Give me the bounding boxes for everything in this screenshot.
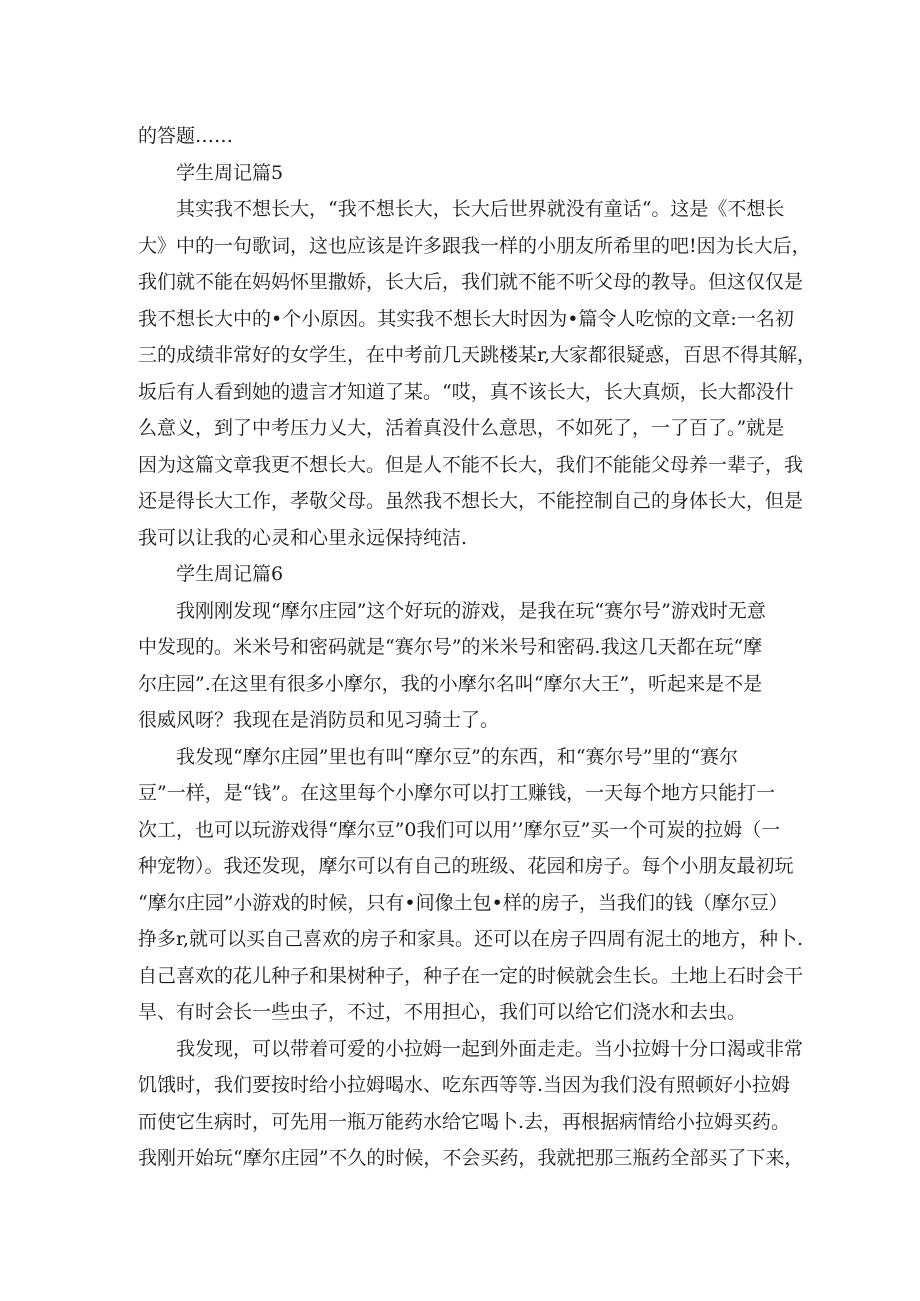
paragraph-line: 而使它生病时，可先用一瓶万能药水给它喝卜.去，再根据病情给小拉姆买药。 xyxy=(138,1110,791,1133)
paragraph-line: 我们就不能在妈妈怀里撒娇，长大后，我们就不能不听父母的教导。但这仅仅是 xyxy=(138,271,804,293)
paragraph xyxy=(138,593,788,739)
section-heading: 学生周记篇6 xyxy=(176,563,284,585)
paragraph-line: 么意义，到了中考压力乂大，活着真没什么意思，不如死了，一了百了。”就是 xyxy=(138,417,785,439)
paragraph-line: 大》中的一句歌词，这也应该是许多跟我一样的小朋友所希里的吧!因为长大后， xyxy=(138,234,811,257)
paragraph-line: 其实我不想长大，“我不想长大，长大后世界就没有童话“。这是《不想长 xyxy=(176,198,785,220)
paragraph-line: 种宠物）。我还发现，摩尔可以有自己的班级、花园和房子。每个小朋友最初玩 xyxy=(138,855,794,877)
paragraph-line: “摩尔庄园”小游戏的时候，只有•间像土包•样的房子，当我们的钱（摩尔豆） xyxy=(138,891,788,914)
paragraph xyxy=(138,1031,804,1177)
paragraph-line: 很威风呀？我现在是消防员和见习骑士了。 xyxy=(138,709,500,731)
paragraph-line: 我发现“摩尔庄园”里也有叫“摩尔豆”的东西，和“赛尔号”里的“赛尔 xyxy=(176,745,738,768)
paragraph-line: 次工，也可以玩游戏得“摩尔豆”0我们可以用’’摩尔豆”买一个可炭的拉姆（一 xyxy=(138,818,781,841)
paragraph-line: 三的成绩非常好的女学生，在中考前几天跳楼某r,大家都很疑惑，百思不得其解， xyxy=(138,344,817,366)
section-heading: 学生周记篇5 xyxy=(176,161,284,184)
paragraph-line: 尔庄园”.在这里有很多小摩尔，我的小摩尔名叫“摩尔大王”，听起来是不是 xyxy=(138,672,763,695)
paragraph-line: 挣多r,就可以买自己喜欢的房子和家具。还可以在房子四周有泥土的地方，种卜. xyxy=(138,928,804,950)
paragraph-line: 自己喜欢的花儿种子和果树种子，种子在一定的时候就会生长。土地上石时会干 xyxy=(138,964,804,987)
paragraph-line: 因为这篇文章我更不想长大。但是人不能不长大，我们不能能父母养一辈子，我 xyxy=(138,453,804,476)
paragraph xyxy=(138,739,804,1031)
paragraph-line: 饥饿时，我们要按时给小拉姆喝水、吃东西等等.当因为我们没有照顿好小拉姆 xyxy=(138,1074,791,1096)
paragraph-line: 我不想长大中的•个小原因。其实我不想长大时因为•篇令人吃惊的文章:一名初 xyxy=(138,307,794,330)
document-page xyxy=(138,118,817,1177)
paragraph-line: 我可以让我的心灵和心里永远保持纯洁. xyxy=(138,526,468,549)
paragraph-line: 豆”一样，是“钱”。在这里每个小摩尔可以打工赚钱，一天每个地方只能打一 xyxy=(138,782,776,804)
paragraph-line: 坂后有人看到她的遗言才知道了某。“哎，真不该长大，长大真烦，长大都没什 xyxy=(138,380,794,403)
paragraph-line: 我刚刚发现“摩尔庄园”这个好玩的游戏，是我在玩“赛尔号”游戏时无意 xyxy=(176,599,766,622)
paragraph-line: 旱、有时会长一些虫子，不过，不用担心，我们可以给它们浇水和去虫。 xyxy=(138,1001,747,1023)
document-body xyxy=(138,155,817,1177)
paragraph-line: 还是得长大工作，孝敬父母。虽然我不想长大，不能控制自己的身体长大，但是 xyxy=(138,490,804,512)
lead-line: 的答题…… xyxy=(138,125,234,147)
paragraph-line: 我刚开始玩“摩尔庄园”不久的时候，不会买药，我就把那三瓶药全部买了下来， xyxy=(138,1147,804,1169)
paragraph-line: 中发现的。米米号和密码就是“赛尔号”的米米号和密码.我这几天都在玩“摩 xyxy=(138,636,763,658)
paragraph xyxy=(138,191,817,556)
paragraph-line: 我发现，可以带着可爱的小拉姆一起到外面走走。当小拉姆十分口渴或非常 xyxy=(176,1037,804,1060)
